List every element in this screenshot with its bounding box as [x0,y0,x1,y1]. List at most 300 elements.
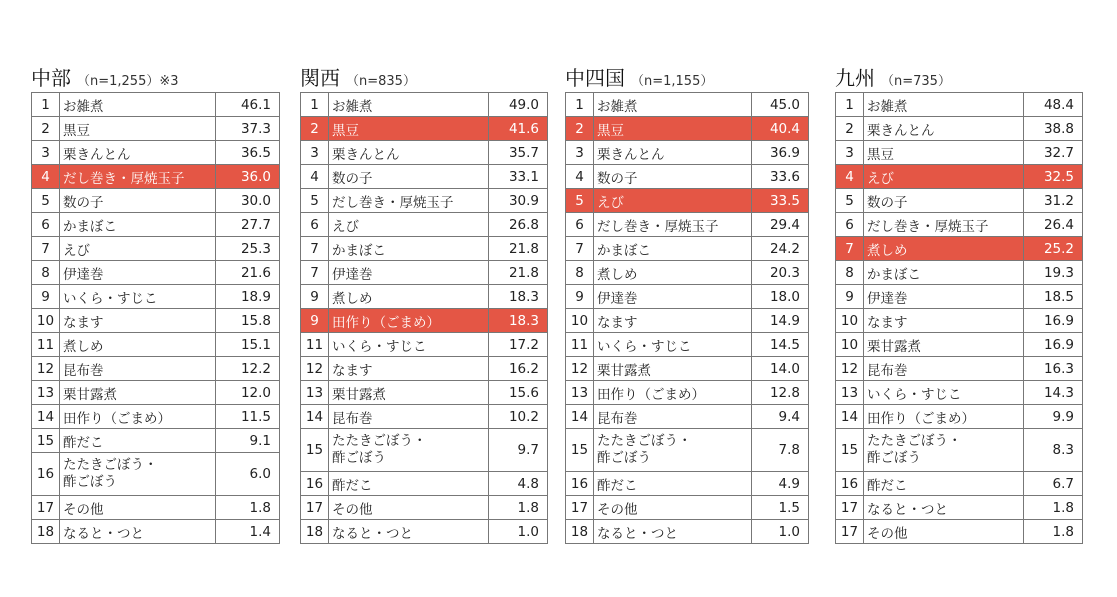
table-row [836,520,1083,544]
percentage-cell: 20.3 [752,261,809,285]
item-name-cell: 煮しめ [594,261,752,285]
table-row [566,117,809,141]
region-sample-size: （n=1,155） [631,74,714,89]
percentage-cell: 25.3 [216,237,280,261]
item-name-cell: 栗きんとん [864,117,1024,141]
rank-cell: 13 [301,381,329,405]
rank-cell: 1 [566,93,594,117]
rank-cell: 15 [32,429,60,453]
percentage-cell: 11.5 [216,405,280,429]
rank-cell: 15 [836,429,864,472]
table-row [566,165,809,189]
table-row [301,309,548,333]
item-name-cell: 数の子 [594,165,752,189]
table-row [32,496,280,520]
rank-cell: 10 [566,309,594,333]
table-row [301,261,548,285]
item-name-cell: なると・つと [329,520,489,544]
percentage-cell: 25.2 [1024,237,1083,261]
table-row [32,309,280,333]
rank-cell: 1 [301,93,329,117]
percentage-cell: 21.6 [216,261,280,285]
percentage-cell: 30.0 [216,189,280,213]
table-row [836,237,1083,261]
region-sample-size: （n=835） [346,74,416,89]
percentage-cell: 31.2 [1024,189,1083,213]
item-name-cell: なます [594,309,752,333]
percentage-cell: 1.0 [752,520,809,544]
percentage-cell: 12.8 [752,381,809,405]
table-row [32,357,280,381]
rank-cell: 8 [32,261,60,285]
percentage-cell: 35.7 [489,141,548,165]
rank-cell: 10 [32,309,60,333]
rank-cell: 11 [566,333,594,357]
item-name-cell: 伊達巻 [594,285,752,309]
rank-cell: 5 [836,189,864,213]
region-name: 九州 [835,66,875,90]
rank-cell: 5 [301,189,329,213]
rank-cell: 11 [32,333,60,357]
rank-cell: 18 [566,520,594,544]
rank-cell: 16 [836,472,864,496]
percentage-cell: 40.4 [752,117,809,141]
rank-cell: 16 [301,472,329,496]
item-name-cell: いくら・すじこ [864,381,1024,405]
rank-cell: 14 [836,405,864,429]
item-name-cell: 黒豆 [864,141,1024,165]
rank-cell: 9 [836,285,864,309]
item-name-cell: たたきごぼう・ 酢ごぼう [594,429,752,472]
item-name-cell: 数の子 [864,189,1024,213]
rank-cell: 7 [566,237,594,261]
region-sample-size: （n=735） [881,74,951,89]
percentage-cell: 14.3 [1024,381,1083,405]
percentage-cell: 36.9 [752,141,809,165]
percentage-cell: 14.0 [752,357,809,381]
table-row [836,429,1083,472]
item-name-cell: 昆布巻 [864,357,1024,381]
rank-cell: 3 [566,141,594,165]
item-name-cell: いくら・すじこ [60,285,216,309]
table-row [566,261,809,285]
percentage-cell: 45.0 [752,93,809,117]
table-row [32,93,280,117]
table-row [836,117,1083,141]
rank-cell: 6 [301,213,329,237]
rank-cell: 7 [301,261,329,285]
rank-cell: 17 [836,520,864,544]
item-name-cell: 黒豆 [329,117,489,141]
table-row [301,357,548,381]
table-row [301,189,548,213]
rank-cell: 8 [566,261,594,285]
table-row [301,141,548,165]
item-name-cell: だし巻き・厚焼玉子 [60,165,216,189]
region-chushikoku [565,66,809,544]
item-name-cell: 煮しめ [329,285,489,309]
rank-cell: 17 [301,496,329,520]
item-name-cell: えび [594,189,752,213]
table-row [32,261,280,285]
percentage-cell: 18.9 [216,285,280,309]
percentage-cell: 46.1 [216,93,280,117]
percentage-cell: 9.7 [489,429,548,472]
item-name-cell: 田作り（ごまめ） [329,309,489,333]
percentage-cell: 27.7 [216,213,280,237]
percentage-cell: 18.5 [1024,285,1083,309]
percentage-cell: 1.8 [489,496,548,520]
rank-cell: 12 [32,357,60,381]
rank-cell: 2 [32,117,60,141]
table-row [32,381,280,405]
rank-cell: 9 [301,309,329,333]
region-kansai [300,66,548,544]
table-row [836,165,1083,189]
percentage-cell: 1.8 [216,496,280,520]
table-row [32,333,280,357]
table-row [566,213,809,237]
item-name-cell: なると・つと [864,496,1024,520]
percentage-cell: 29.4 [752,213,809,237]
rank-cell: 6 [566,213,594,237]
item-name-cell: 田作り（ごまめ） [594,381,752,405]
table-row [566,237,809,261]
table-row [836,472,1083,496]
percentage-cell: 32.7 [1024,141,1083,165]
percentage-cell: 30.9 [489,189,548,213]
percentage-cell: 15.6 [489,381,548,405]
item-name-cell: いくら・すじこ [594,333,752,357]
table-row [566,141,809,165]
rank-cell: 16 [32,453,60,496]
table-row [566,381,809,405]
ranking-table [835,92,1083,544]
item-name-cell: だし巻き・厚焼玉子 [864,213,1024,237]
item-name-cell: その他 [329,496,489,520]
rank-cell: 7 [301,237,329,261]
item-name-cell: 栗きんとん [329,141,489,165]
item-name-cell: 黒豆 [60,117,216,141]
rank-cell: 1 [32,93,60,117]
percentage-cell: 9.1 [216,429,280,453]
table-row [32,453,280,496]
item-name-cell: お雑煮 [864,93,1024,117]
table-row [32,117,280,141]
region-sample-size: （n=1,255）※3 [77,74,179,89]
item-name-cell: 伊達巻 [329,261,489,285]
rank-cell: 4 [836,165,864,189]
item-name-cell: 数の子 [60,189,216,213]
item-name-cell: えび [864,165,1024,189]
item-name-cell: だし巻き・厚焼玉子 [329,189,489,213]
item-name-cell: 酢だこ [864,472,1024,496]
rank-cell: 9 [32,285,60,309]
percentage-cell: 32.5 [1024,165,1083,189]
rank-cell: 14 [301,405,329,429]
table-row [836,496,1083,520]
table-row [836,309,1083,333]
percentage-cell: 12.0 [216,381,280,405]
item-name-cell: なると・つと [594,520,752,544]
region-title [835,66,1083,90]
region-name: 中部 [31,66,71,90]
table-row [566,333,809,357]
rank-cell: 15 [566,429,594,472]
region-title [565,66,809,90]
percentage-cell: 8.3 [1024,429,1083,472]
rank-cell: 10 [836,333,864,357]
item-name-cell: 伊達巻 [60,261,216,285]
percentage-cell: 9.4 [752,405,809,429]
percentage-cell: 16.3 [1024,357,1083,381]
table-row [301,117,548,141]
item-name-cell: えび [60,237,216,261]
item-name-cell: なると・つと [60,520,216,544]
percentage-cell: 18.0 [752,285,809,309]
rank-cell: 17 [836,496,864,520]
item-name-cell: 酢だこ [594,472,752,496]
table-row [566,285,809,309]
rank-cell: 2 [566,117,594,141]
item-name-cell: 栗きんとん [60,141,216,165]
item-name-cell: かまぼこ [329,237,489,261]
percentage-cell: 38.8 [1024,117,1083,141]
percentage-cell: 1.8 [1024,496,1083,520]
item-name-cell: お雑煮 [60,93,216,117]
percentage-cell: 17.2 [489,333,548,357]
rank-cell: 10 [836,309,864,333]
table-row [836,261,1083,285]
item-name-cell: 数の子 [329,165,489,189]
percentage-cell: 33.1 [489,165,548,189]
table-row [32,213,280,237]
percentage-cell: 15.1 [216,333,280,357]
percentage-cell: 10.2 [489,405,548,429]
rank-cell: 18 [32,520,60,544]
table-row [32,165,280,189]
item-name-cell: 煮しめ [864,237,1024,261]
item-name-cell: 昆布巻 [329,405,489,429]
table-row [566,520,809,544]
rank-cell: 17 [32,496,60,520]
item-name-cell: 酢だこ [329,472,489,496]
rank-cell: 3 [836,141,864,165]
table-row [836,405,1083,429]
ranking-table [565,92,809,544]
item-name-cell: 昆布巻 [60,357,216,381]
item-name-cell: なます [60,309,216,333]
percentage-cell: 15.8 [216,309,280,333]
table-row [301,472,548,496]
region-chubu [31,66,280,544]
percentage-cell: 16.2 [489,357,548,381]
item-name-cell: 栗甘露煮 [864,333,1024,357]
percentage-cell: 37.3 [216,117,280,141]
percentage-cell: 36.5 [216,141,280,165]
percentage-cell: 36.0 [216,165,280,189]
table-row [566,429,809,472]
percentage-cell: 7.8 [752,429,809,472]
table-row [566,472,809,496]
table-row [301,496,548,520]
rank-cell: 7 [836,237,864,261]
rank-cell: 4 [32,165,60,189]
percentage-cell: 1.4 [216,520,280,544]
rank-cell: 11 [301,333,329,357]
item-name-cell: 栗甘露煮 [60,381,216,405]
item-name-cell: だし巻き・厚焼玉子 [594,213,752,237]
rank-cell: 5 [32,189,60,213]
table-row [32,237,280,261]
item-name-cell: なます [329,357,489,381]
item-name-cell: お雑煮 [329,93,489,117]
percentage-cell: 1.5 [752,496,809,520]
percentage-cell: 19.3 [1024,261,1083,285]
percentage-cell: 21.8 [489,261,548,285]
percentage-cell: 1.0 [489,520,548,544]
table-row [301,237,548,261]
table-row [32,429,280,453]
table-row [836,93,1083,117]
item-name-cell: 栗きんとん [594,141,752,165]
item-name-cell: たたきごぼう・ 酢ごぼう [864,429,1024,472]
rank-cell: 17 [566,496,594,520]
table-row [301,333,548,357]
item-name-cell: 黒豆 [594,117,752,141]
rank-cell: 15 [301,429,329,472]
percentage-cell: 12.2 [216,357,280,381]
percentage-cell: 26.8 [489,213,548,237]
percentage-cell: 26.4 [1024,213,1083,237]
table-row [32,520,280,544]
percentage-cell: 21.8 [489,237,548,261]
rank-cell: 9 [566,285,594,309]
percentage-cell: 18.3 [489,285,548,309]
table-row [566,93,809,117]
table-row [32,405,280,429]
item-name-cell: その他 [60,496,216,520]
rank-cell: 1 [836,93,864,117]
table-row [301,93,548,117]
percentage-cell: 18.3 [489,309,548,333]
percentage-cell: 41.6 [489,117,548,141]
percentage-cell: 4.8 [489,472,548,496]
table-row [836,357,1083,381]
rank-cell: 18 [301,520,329,544]
table-row [566,405,809,429]
rank-cell: 3 [301,141,329,165]
rank-cell: 6 [32,213,60,237]
rank-cell: 2 [836,117,864,141]
table-row [32,285,280,309]
rank-cell: 13 [566,381,594,405]
rank-cell: 12 [301,357,329,381]
table-row [566,496,809,520]
rank-cell: 4 [301,165,329,189]
region-title [300,66,548,90]
item-name-cell: 煮しめ [60,333,216,357]
ranking-table [31,92,280,544]
table-row [32,189,280,213]
rank-cell: 7 [32,237,60,261]
item-name-cell: たたきごぼう・ 酢ごぼう [329,429,489,472]
table-row [301,405,548,429]
item-name-cell: かまぼこ [594,237,752,261]
table-row [836,213,1083,237]
ranking-table [300,92,548,544]
region-title [31,66,280,90]
rank-cell: 14 [32,405,60,429]
item-name-cell: その他 [864,520,1024,544]
rank-cell: 6 [836,213,864,237]
item-name-cell: 栗甘露煮 [594,357,752,381]
percentage-cell: 14.9 [752,309,809,333]
percentage-cell: 33.5 [752,189,809,213]
rank-cell: 16 [566,472,594,496]
rank-cell: 12 [836,357,864,381]
percentage-cell: 33.6 [752,165,809,189]
item-name-cell: いくら・すじこ [329,333,489,357]
percentage-cell: 16.9 [1024,309,1083,333]
item-name-cell: 田作り（ごまめ） [864,405,1024,429]
rank-cell: 14 [566,405,594,429]
percentage-cell: 6.7 [1024,472,1083,496]
percentage-cell: 1.8 [1024,520,1083,544]
percentage-cell: 48.4 [1024,93,1083,117]
table-row [301,429,548,472]
rank-cell: 2 [301,117,329,141]
table-row [836,189,1083,213]
percentage-cell: 4.9 [752,472,809,496]
percentage-cell: 16.9 [1024,333,1083,357]
item-name-cell: なます [864,309,1024,333]
rank-cell: 3 [32,141,60,165]
table-row [836,333,1083,357]
item-name-cell: 栗甘露煮 [329,381,489,405]
table-row [301,381,548,405]
item-name-cell: たたきごぼう・ 酢ごぼう [60,453,216,496]
table-row [566,189,809,213]
table-row [836,141,1083,165]
region-kyushu [835,66,1083,544]
table-row [836,381,1083,405]
percentage-cell: 24.2 [752,237,809,261]
item-name-cell: 田作り（ごまめ） [60,405,216,429]
item-name-cell: かまぼこ [60,213,216,237]
rank-cell: 8 [836,261,864,285]
percentage-cell: 6.0 [216,453,280,496]
item-name-cell: えび [329,213,489,237]
rank-cell: 5 [566,189,594,213]
item-name-cell: その他 [594,496,752,520]
rank-cell: 9 [301,285,329,309]
item-name-cell: かまぼこ [864,261,1024,285]
table-row [301,520,548,544]
percentage-cell: 49.0 [489,93,548,117]
table-row [301,213,548,237]
item-name-cell: 昆布巻 [594,405,752,429]
rank-cell: 4 [566,165,594,189]
table-row [301,285,548,309]
table-row [836,285,1083,309]
table-row [566,357,809,381]
percentage-cell: 14.5 [752,333,809,357]
region-name: 中四国 [565,66,625,90]
rank-cell: 13 [836,381,864,405]
item-name-cell: お雑煮 [594,93,752,117]
table-row [301,165,548,189]
